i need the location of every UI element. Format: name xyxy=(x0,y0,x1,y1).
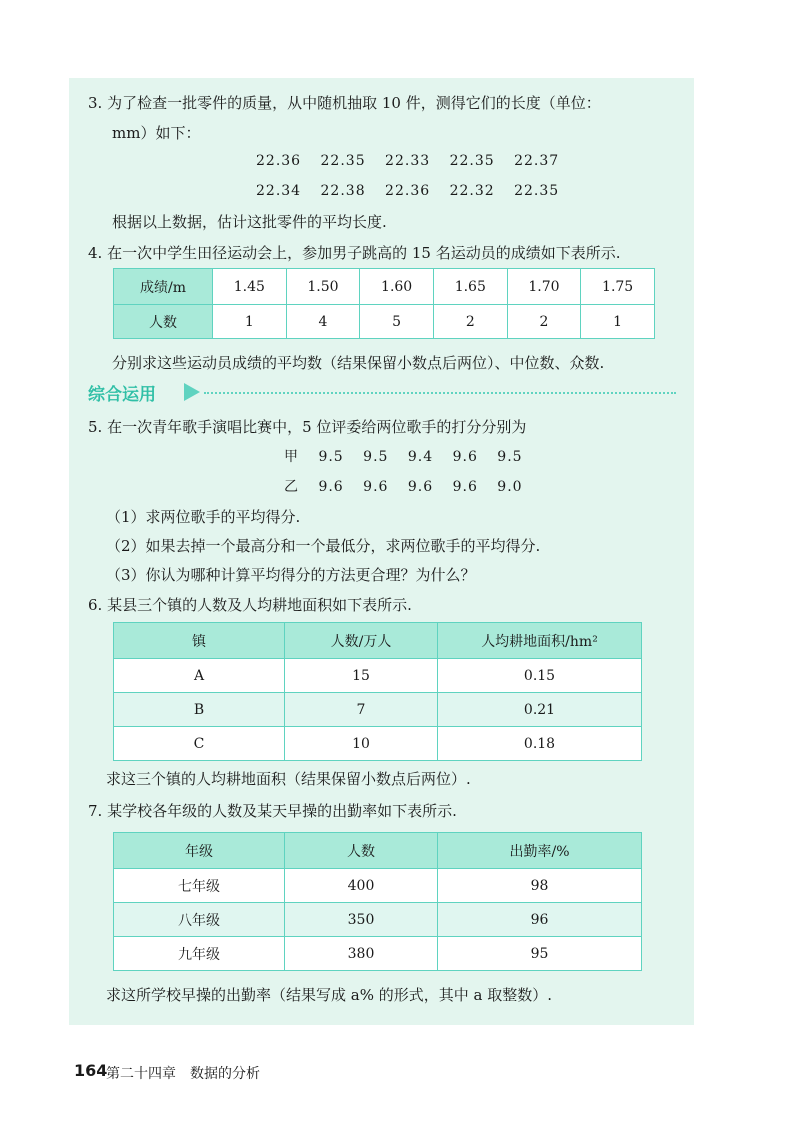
q5-jia-scores: 甲 9.5 9.5 9.4 9.6 9.5 xyxy=(284,449,523,465)
q7-table xyxy=(113,832,642,971)
section-title: 综合运用 xyxy=(88,385,156,405)
q4-cell: 1.70 xyxy=(507,269,581,305)
q7-cell: 380 xyxy=(285,937,438,971)
q4-ask: 分别求这些运动员成绩的平均数（结果保留小数点后两位）、中位数、众数. xyxy=(112,354,605,372)
q4-cell: 1 xyxy=(213,305,287,339)
q6-cell: 0.15 xyxy=(438,659,642,693)
q6-line1: 6. 某县三个镇的人数及人均耕地面积如下表所示. xyxy=(88,596,412,614)
q7-cell: 400 xyxy=(285,869,438,903)
q5-part3: （3）你认为哪种计算平均得分的方法更合理？为什么？ xyxy=(106,566,476,584)
q6-cell: 10 xyxy=(285,727,438,761)
q6-cell: B xyxy=(114,693,285,727)
q7-cell: 95 xyxy=(438,937,642,971)
q6-table xyxy=(113,622,642,761)
q3-line1: 3. 为了检查一批零件的质量，从中随机抽取 10 件，测得它们的长度（单位： xyxy=(88,94,601,112)
q6-cell: C xyxy=(114,727,285,761)
q7-cell: 七年级 xyxy=(114,869,285,903)
q4-row1-label: 成绩/m xyxy=(114,269,213,305)
q7-header: 年级 xyxy=(114,833,285,869)
q6-cell: 0.21 xyxy=(438,693,642,727)
q5-line1: 5. 在一次青年歌手演唱比赛中，5 位评委给两位歌手的打分分别为 xyxy=(88,418,527,436)
q7-cell: 八年级 xyxy=(114,903,285,937)
q6-header: 镇 xyxy=(114,623,285,659)
q7-line1: 7. 某学校各年级的人数及某天早操的出勤率如下表所示. xyxy=(88,802,457,820)
q4-cell: 1.50 xyxy=(286,269,360,305)
q4-row2-label: 人数 xyxy=(114,305,213,339)
q4-cell: 1 xyxy=(581,305,655,339)
q4-cell: 1.60 xyxy=(360,269,434,305)
section-divider xyxy=(204,392,676,394)
q4-cell: 5 xyxy=(360,305,434,339)
q3-data-row2: 22.34 22.38 22.36 22.32 22.35 xyxy=(256,183,560,199)
chapter-title: 第二十四章 数据的分析 xyxy=(106,1066,260,1082)
q3-line2: mm）如下： xyxy=(112,124,201,142)
q6-cell: A xyxy=(114,659,285,693)
q4-cell: 1.45 xyxy=(213,269,287,305)
q7-cell: 九年级 xyxy=(114,937,285,971)
q4-cell: 2 xyxy=(507,305,581,339)
q7-cell: 350 xyxy=(285,903,438,937)
q7-header: 出勤率/% xyxy=(438,833,642,869)
q6-cell: 15 xyxy=(285,659,438,693)
q4-cell: 2 xyxy=(433,305,507,339)
q5-part2: （2）如果去掉一个最高分和一个最低分，求两位歌手的平均得分. xyxy=(106,537,541,555)
q6-cell: 7 xyxy=(285,693,438,727)
q7-header: 人数 xyxy=(285,833,438,869)
q4-cell: 1.65 xyxy=(433,269,507,305)
q6-ask: 求这三个镇的人均耕地面积（结果保留小数点后两位）. xyxy=(106,770,471,788)
section-arrow-icon xyxy=(184,383,200,401)
q6-header: 人均耕地面积/hm² xyxy=(438,623,642,659)
q4-line1: 4. 在一次中学生田径运动会上，参加男子跳高的 15 名运动员的成绩如下表所示. xyxy=(88,244,621,262)
q3-ask: 根据以上数据，估计这批零件的平均长度. xyxy=(112,213,387,231)
q5-yi-scores: 乙 9.6 9.6 9.6 9.6 9.0 xyxy=(284,479,523,495)
q4-table xyxy=(113,268,655,339)
q7-ask: 求这所学校早操的出勤率（结果写成 a% 的形式，其中 a 取整数）. xyxy=(106,986,552,1004)
q6-header: 人数/万人 xyxy=(285,623,438,659)
q4-cell: 1.75 xyxy=(581,269,655,305)
q7-cell: 98 xyxy=(438,869,642,903)
q5-part1: （1）求两位歌手的平均得分. xyxy=(106,508,301,526)
q3-data-row1: 22.36 22.35 22.33 22.35 22.37 xyxy=(256,153,560,169)
q4-cell: 4 xyxy=(286,305,360,339)
q7-cell: 96 xyxy=(438,903,642,937)
page-number: 164 xyxy=(74,1061,108,1080)
q6-cell: 0.18 xyxy=(438,727,642,761)
